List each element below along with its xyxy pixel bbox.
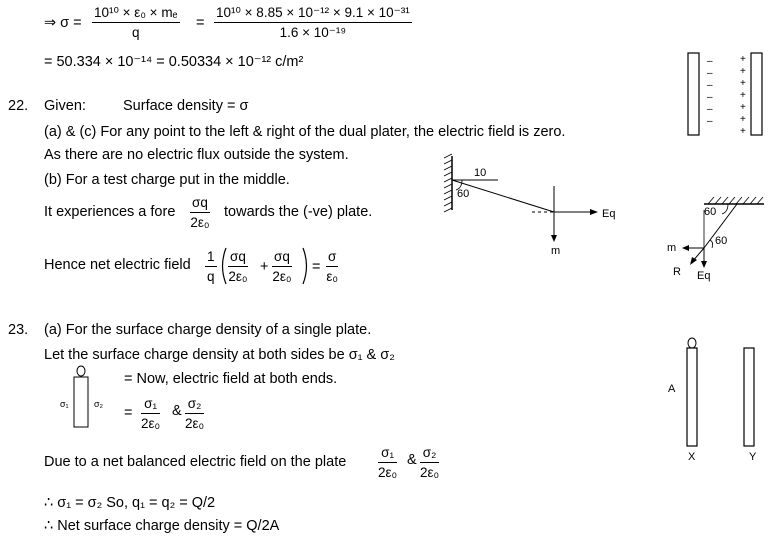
fraction-denominator: q (132, 24, 140, 40)
pendulum-field-label: Eq (602, 208, 616, 220)
equals-sign: = (124, 405, 133, 421)
force-text-post: towards the (-ve) plate. (224, 204, 373, 220)
fraction-numerator: 1 (205, 250, 217, 267)
svg-text:–: – (707, 56, 713, 67)
equals-sign: = (196, 15, 205, 31)
fraction-numerator: σq (190, 196, 210, 213)
fraction-denominator: 2ε₀ (141, 415, 161, 431)
net-field-term-2 (272, 250, 292, 283)
sigma-result: = 50.334 × 10⁻¹⁴ = 0.50334 × 10⁻¹² c/m² (44, 54, 304, 70)
q22-line-b: (b) For a test charge put in the middle. (44, 172, 290, 188)
fraction-numerator: σ₁ (378, 446, 397, 463)
fraction-denominator: 2ε₀ (378, 464, 398, 480)
q23-now-text: = Now, electric field at both ends. (124, 371, 338, 387)
fraction-numerator: σq (228, 250, 248, 267)
question-number-23: 23. (8, 322, 29, 338)
net-field-term-1 (228, 250, 248, 283)
fraction-denominator: 2ε₀ (185, 415, 205, 431)
svg-text:–: – (707, 80, 713, 91)
svg-text:–: – (707, 68, 713, 79)
question-number-22: 22. (8, 98, 29, 114)
q23-balanced-fraction-2 (420, 446, 439, 479)
therefore-equal-charges: ∴ σ₁ = σ₂ So, q₁ = q₂ = Q/2 (44, 495, 216, 511)
svg-text:+: + (740, 114, 746, 125)
svg-text:+: + (740, 78, 746, 89)
svg-text:+: + (740, 90, 746, 101)
fraction-numerator: σ₁ (141, 397, 160, 414)
fraction-denominator: q (207, 268, 215, 284)
fraction-numerator: 10¹⁰ × 8.85 × 10⁻¹² × 9.1 × 10⁻³¹ (214, 6, 412, 23)
svg-text:–: – (707, 92, 713, 103)
fraction-denominator: 1.6 × 10⁻¹⁹ (279, 24, 347, 40)
given-value: Surface density = σ (123, 98, 249, 114)
equals-sign: = (312, 259, 321, 275)
q23-fraction-2 (185, 397, 204, 430)
fraction-denominator: ε₀ (326, 268, 338, 284)
fraction-numerator: 10¹⁰ × ε₀ × mₑ (92, 6, 180, 23)
q23-line-b: Let the surface charge density at both sides be σ₁ & σ₂ (44, 347, 395, 363)
pendulum-mass-label: m (551, 245, 561, 257)
fraction-denominator: 2ε₀ (272, 268, 292, 284)
q23-line-a: (a) For the surface charge density of a single plate. (44, 322, 372, 338)
plates-y-label: Y (749, 451, 757, 463)
force-angle-top: 60 (704, 206, 717, 218)
svg-text:+: + (740, 54, 746, 65)
svg-text:+: + (740, 126, 746, 137)
right-paren-icon (301, 246, 311, 286)
force-field-label: Eq (697, 270, 711, 282)
fraction-numerator: σ₂ (185, 397, 204, 414)
plate-small-sigma2: σ₂ (94, 399, 104, 409)
force-fraction (190, 196, 210, 229)
fraction-sigma-symbolic (92, 6, 180, 39)
ampersand: & (172, 403, 182, 419)
plus-sign: + (260, 259, 269, 275)
pendulum-angle-label: 60 (457, 188, 470, 200)
net-field-text: Hence net electric field (44, 257, 191, 273)
single-plate-diagram (50, 364, 120, 430)
two-plates-diagram (680, 330, 770, 450)
force-r-label: R (673, 266, 681, 278)
pendulum-length-label: 10 (474, 167, 487, 179)
ampersand: & (407, 452, 417, 468)
plates-x-label: X (688, 451, 696, 463)
q22-line-a: (a) & (c) For any point to the left & right of the dual plater, the electric field is zero. (44, 124, 566, 140)
fraction-numerator: σ (326, 250, 338, 267)
given-label: Given: (44, 98, 86, 114)
left-paren-icon (218, 246, 228, 286)
fraction-denominator: 2ε₀ (190, 214, 210, 230)
fraction-sigma-numeric (214, 6, 412, 39)
implies-sigma: ⇒ σ = (44, 15, 82, 31)
charged-plates-diagram (685, 50, 770, 140)
svg-text:–: – (707, 116, 713, 127)
force-angle-bottom: 60 (715, 235, 728, 247)
fraction-numerator: σq (272, 250, 292, 267)
svg-text:–: – (707, 104, 713, 115)
fraction-denominator: 2ε₀ (420, 464, 440, 480)
plate-small-sigma1: σ₁ (60, 399, 69, 409)
fraction-numerator: σ₂ (420, 446, 439, 463)
q22-line-a2: As there are no electric flux outside the system. (44, 147, 349, 163)
q23-fraction-1 (141, 397, 160, 430)
plates-a-label: A (668, 383, 676, 395)
svg-text:+: + (740, 66, 746, 77)
svg-text:+: + (740, 102, 746, 113)
q23-balanced-text: Due to a net balanced electric field on the plate (44, 454, 347, 470)
net-field-result (326, 250, 338, 283)
force-mass-label: m (667, 242, 677, 254)
therefore-net-density: ∴ Net surface charge density = Q/2A (44, 518, 280, 534)
net-field-one-over-q (205, 250, 217, 283)
force-text-pre: It experiences a fore (44, 204, 176, 220)
fraction-denominator: 2ε₀ (228, 268, 248, 284)
q23-balanced-fraction-1 (378, 446, 397, 479)
